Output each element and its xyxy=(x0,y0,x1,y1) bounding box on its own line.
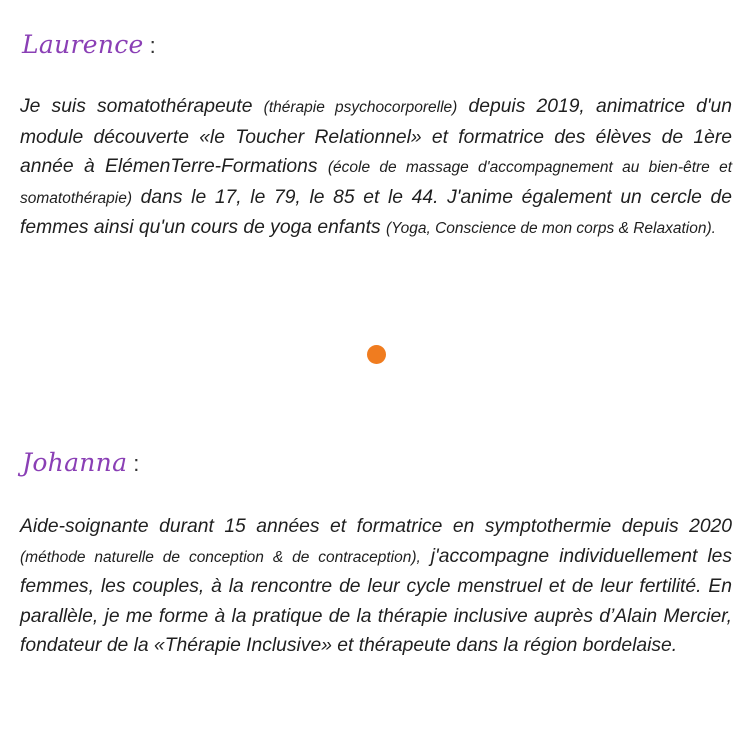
johanna-bio-aside: (méthode naturelle de conception & de contraception), xyxy=(20,548,421,566)
laurence-name-heading xyxy=(22,30,156,59)
laurence-colon: : xyxy=(149,33,157,58)
laurence-bio-text: Je suis somatothérapeute xyxy=(20,96,264,117)
johanna-bio-paragraph xyxy=(20,512,732,661)
johanna-name-heading xyxy=(22,448,140,477)
laurence-bio-aside: (Yoga, Conscience de mon corps & Relaxation). xyxy=(385,220,716,238)
laurence-bio-paragraph xyxy=(20,92,732,244)
johanna-name: Johanna xyxy=(22,448,128,477)
laurence-bio-aside: (école de massage d'accompagnement au bien-être et somatothérapie) xyxy=(20,159,733,207)
laurence-name: Laurence xyxy=(22,30,144,59)
separator-dot xyxy=(367,345,386,364)
laurence-bio-text: dans le 17, le 79, le 85 et le 44. J'anime également un cercle de femmes ainsi qu'un cours de yoga enfants xyxy=(20,186,732,239)
johanna-colon: : xyxy=(133,451,140,476)
laurence-bio-text: depuis 2019, animatrice d'un module découverte «le Toucher Relationnel» et formatrice des élèves de 1ère année à ElémenTerre-Formations xyxy=(20,96,732,178)
laurence-bio-aside: (thérapie psychocorporelle) xyxy=(263,99,458,116)
johanna-bio-text: Aide-soignante durant 15 années et formatrice en symptothermie depuis 2020 xyxy=(20,516,732,537)
johanna-bio-text: j'accompagne individuellement les femmes, les couples, à la rencontre de leur cycle menstruel et de leur fertilité. En parallèle, je me forme à la pratique de la thérapie inclusive auprès d’Alain Mercier, fondateur de la «Thérapie Inclusive» et thérapeute dans la région bordelaise. xyxy=(20,545,732,657)
